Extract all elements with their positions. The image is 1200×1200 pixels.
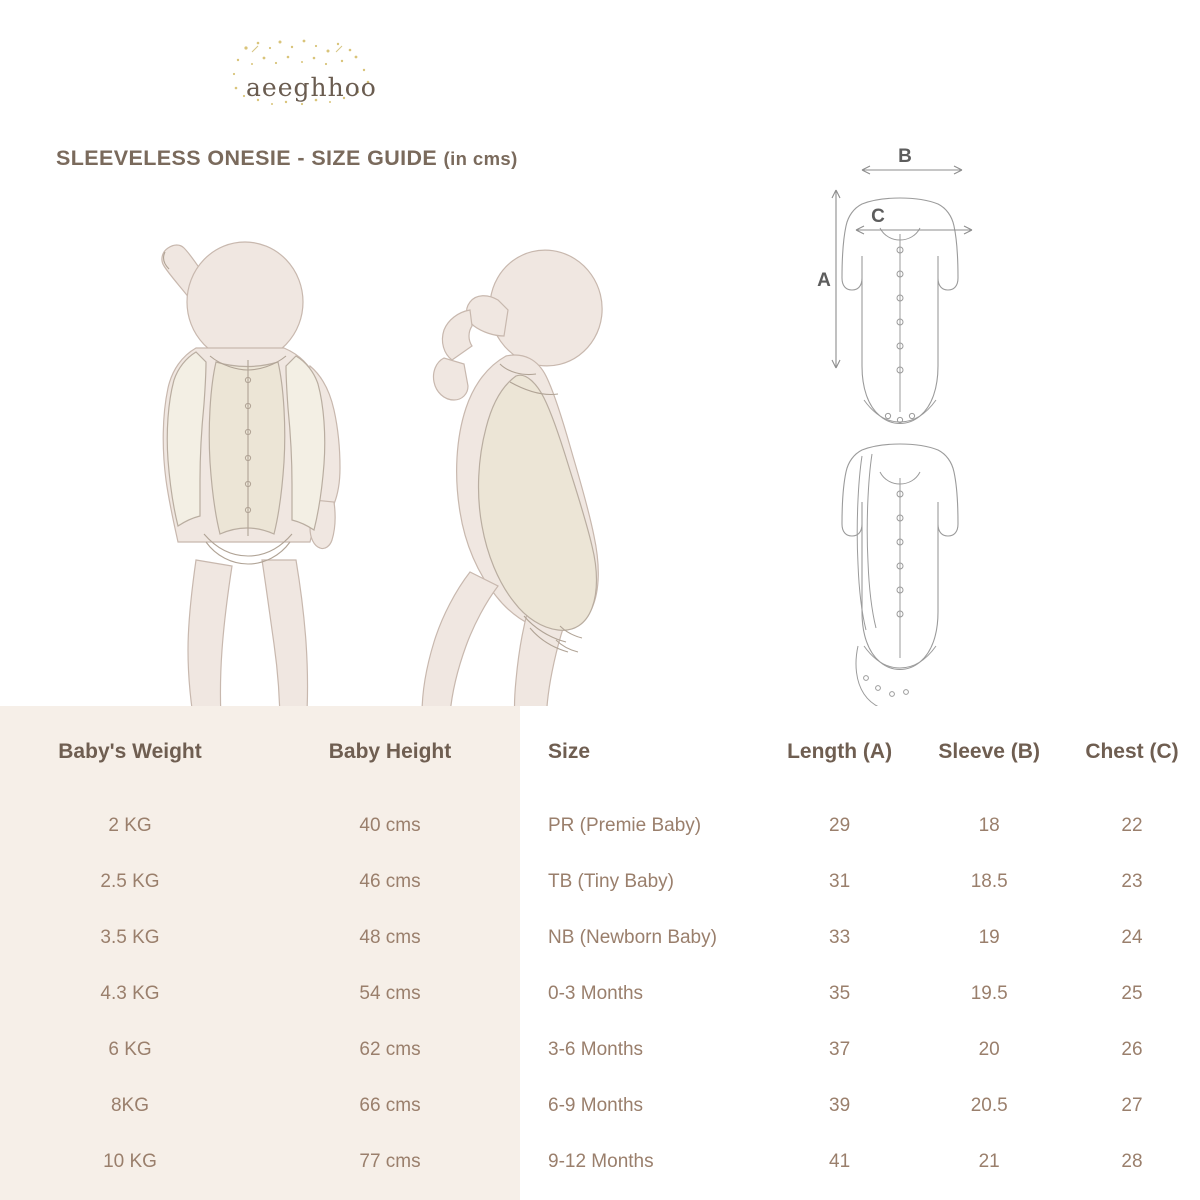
baby-side-view-illustration	[415, 238, 615, 746]
table-row	[520, 910, 1200, 966]
cell-length: 35	[829, 983, 851, 1004]
column-header-sleeve: Sleeve (B)	[938, 740, 1040, 763]
cell-weight: 10 KG	[103, 1151, 157, 1172]
cell-size: 6-9 Months	[548, 1095, 644, 1116]
cell-chest: 25	[1121, 983, 1143, 1004]
cell-sleeve: 20.5	[970, 1095, 1008, 1116]
cell-length: 41	[829, 1151, 851, 1172]
cell-sleeve: 19	[978, 927, 1000, 948]
cell-size: 3-6 Months	[548, 1039, 644, 1060]
cell-size: PR (Premie Baby)	[548, 815, 702, 836]
table-row	[0, 1022, 520, 1078]
column-header-length: Length (A)	[787, 740, 893, 763]
logo-graphic	[218, 34, 398, 116]
column-header-weight: Baby's Weight	[58, 740, 202, 763]
cell-sleeve: 18.5	[970, 871, 1008, 892]
table-row	[520, 966, 1200, 1022]
table-row	[0, 1134, 520, 1190]
table-header-row	[520, 706, 1200, 798]
dimension-a-label: A	[817, 270, 831, 291]
dimension-b-label: B	[898, 146, 912, 167]
onesie-back-flat-illustration	[842, 444, 958, 712]
table-row	[0, 910, 520, 966]
column-header-size: Size	[548, 740, 591, 763]
logo-wordmark: aeeghhoo	[246, 73, 377, 102]
cell-size: TB (Tiny Baby)	[548, 871, 674, 892]
table-row	[0, 966, 520, 1022]
table-row	[520, 854, 1200, 910]
cell-length: 29	[829, 815, 851, 836]
cell-height: 77 cms	[359, 1151, 421, 1172]
cell-chest: 27	[1121, 1095, 1143, 1116]
cell-length: 31	[829, 871, 851, 892]
dimension-c-label: C	[871, 206, 885, 227]
cell-sleeve: 19.5	[970, 983, 1008, 1004]
cell-height: 62 cms	[359, 1039, 421, 1060]
cell-height: 66 cms	[359, 1095, 421, 1116]
cell-weight: 6 KG	[108, 1039, 152, 1060]
cell-chest: 28	[1121, 1151, 1143, 1172]
table-row	[520, 798, 1200, 854]
cell-weight: 4.3 KG	[100, 983, 160, 1004]
cell-chest: 26	[1121, 1039, 1143, 1060]
column-header-chest: Chest (C)	[1085, 740, 1179, 763]
cell-weight: 2.5 KG	[100, 871, 160, 892]
column-header-height: Baby Height	[328, 740, 452, 763]
cell-chest: 24	[1121, 927, 1143, 948]
cell-length: 33	[829, 927, 851, 948]
cell-weight: 2 KG	[108, 815, 152, 836]
cell-chest: 22	[1121, 815, 1143, 836]
table-row	[0, 798, 520, 854]
baby-front-view-illustration	[162, 242, 340, 758]
cell-size: 0-3 Months	[548, 983, 644, 1004]
table-header-row	[0, 706, 520, 798]
page-title	[56, 146, 518, 171]
cell-sleeve: 20	[978, 1039, 1000, 1060]
measurement-table	[520, 706, 1200, 1200]
page-title-main: SLEEVELESS ONESIE - SIZE GUIDE	[56, 146, 438, 170]
cell-sleeve: 18	[978, 815, 1000, 836]
dimension-b	[862, 146, 962, 174]
table-row	[0, 1078, 520, 1134]
weight-height-table	[0, 706, 520, 1200]
cell-weight: 3.5 KG	[100, 927, 160, 948]
brand-logo	[218, 34, 398, 116]
table-row	[520, 1022, 1200, 1078]
cell-weight: 8KG	[110, 1095, 150, 1116]
table-row	[520, 1078, 1200, 1134]
table-row	[520, 1134, 1200, 1190]
cell-size: 9-12 Months	[548, 1151, 654, 1172]
cell-height: 46 cms	[359, 871, 421, 892]
cell-chest: 23	[1121, 871, 1143, 892]
table-row	[0, 854, 520, 910]
size-tables	[0, 706, 1200, 1200]
page-title-unit: (in cms)	[443, 148, 518, 169]
cell-size: NB (Newborn Baby)	[548, 927, 717, 948]
dimension-a	[817, 190, 840, 368]
cell-height: 40 cms	[359, 815, 421, 836]
cell-sleeve: 21	[978, 1151, 1000, 1172]
onesie-front-flat-illustration	[817, 146, 972, 424]
cell-length: 39	[829, 1095, 851, 1116]
cell-height: 54 cms	[359, 983, 421, 1004]
cell-length: 37	[829, 1039, 851, 1060]
cell-height: 48 cms	[359, 927, 421, 948]
